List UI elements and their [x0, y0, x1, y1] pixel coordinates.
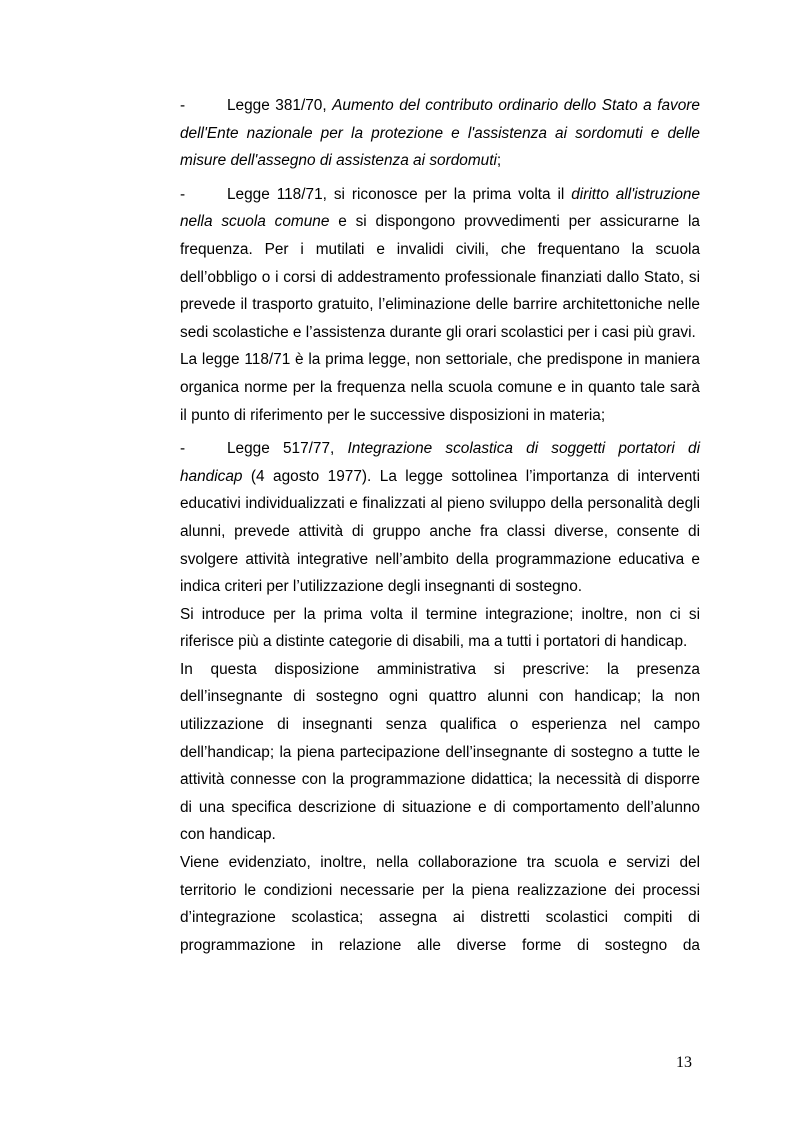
- list-item-legge-381-70: [180, 92, 700, 175]
- law-intro: Legge 118/71, si riconosce per la prima volta il: [227, 185, 572, 203]
- page-number: 13: [676, 1054, 692, 1071]
- paragraph: La legge 118/71 è la prima legge, non settoriale, che predispone in maniera organica norme per la frequenza nella scuola comune e in quanto tale sarà il punto di riferimento per le successive disposizioni in materia;: [180, 351, 700, 424]
- law-reference: Legge 517/77,: [227, 440, 348, 458]
- bullet-dash: -: [180, 440, 186, 458]
- list-item-legge-118-71: [180, 181, 700, 347]
- list-item-legge-517-77: [180, 435, 700, 601]
- bullet-dash: -: [180, 97, 186, 114]
- law-reference: Legge 381/70,: [227, 97, 333, 114]
- paragraph: Viene evidenziato, inoltre, nella collaborazione tra scuola e servizi del territorio le condizioni necessarie per la piena realizzazione dei processi d’integrazione scolastica; assegna ai distretti scolastici compiti di programmazione in relazione alle diverse forme di sostegno da: [180, 854, 700, 954]
- law-text: e si dispongono provvedimenti per assicurarne la frequenza. Per i mutilati e invalidi civili, che frequentano la scuola dell’obbligo o i corsi di addestramento professionale finanziati dallo Stato, si prevede il trasporto gratuito, l’eliminazione delle barrire architettoniche nelle sedi scolastiche e l’assistenza durante gli orari scolastici per i casi più gravi.: [180, 213, 700, 341]
- law-title: Aumento del contributo ordinario dello Stato a favore dell'Ente nazionale per la protezione e l'assistenza ai sordomuti e delle misure dell'assegno di assistenza ai sordomuti: [180, 97, 700, 170]
- law-title: Integrazione scolastica di soggetti portatori di handicap: [180, 440, 700, 485]
- law-title: diritto all'istruzione nella scuola comune: [180, 185, 701, 231]
- punctuation: ;: [496, 152, 502, 170]
- paragraph: In questa disposizione amministrativa si prescrive: la presenza dell’insegnante di sostegno ogni quattro alunni con handicap; la non utilizzazione di insegnanti senza qualifica o esperienza nel campo dell’handicap; la piena partecipazione dell’insegnante di sostegno a tutte le attività connesse con la programmazione didattica; la necessità di disporre di una specifica descrizione di situazione e di comportamento dell’alunno con handicap.: [180, 660, 700, 844]
- bullet-dash: -: [180, 185, 186, 203]
- law-text: (4 agosto 1977). La legge sottolinea l’importanza di interventi educativi individualizzati e finalizzati al pieno sviluppo della personalità degli alunni, prevede attività di gruppo anche fra classi diverse, consente di svolgere attività integrative nell’ambito della programmazione educativa e indica criteri per l’utilizzazione degli insegnanti di sostegno.: [180, 467, 700, 596]
- paragraph: Si introduce per la prima volta il termine integrazione; inoltre, non ci si riferisce più a distinte categorie di disabili, ma a tutti i portatori di handicap.: [180, 605, 700, 651]
- document-body: [180, 92, 700, 959]
